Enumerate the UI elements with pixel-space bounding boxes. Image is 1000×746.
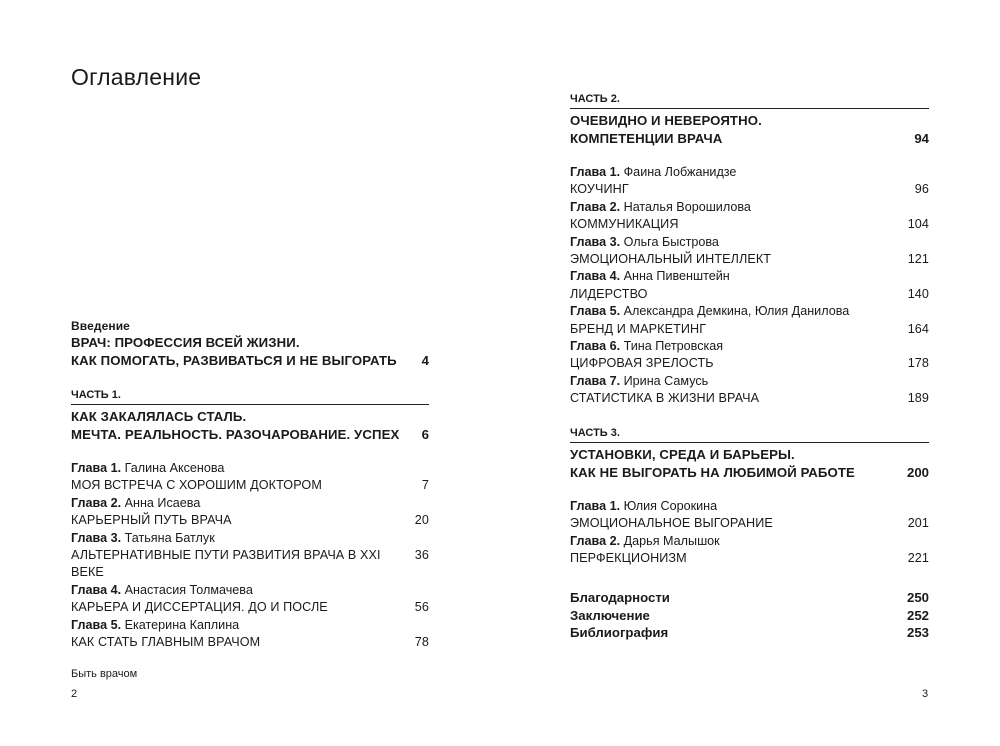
chapter-author-line	[71, 460, 429, 477]
chapter-author: Наталья Ворошилова	[623, 199, 751, 214]
chapter-label: Глава 5.	[71, 617, 122, 632]
chapter-title-row	[71, 477, 429, 494]
chapter-author-line	[71, 582, 429, 599]
chapter-title: КАРЬЕРНЫЙ ПУТЬ ВРАЧА	[71, 513, 232, 528]
chapter-author: Галина Аксенова	[124, 461, 225, 475]
chapter-label: Глава 3.	[71, 530, 122, 545]
end-matter-page-number: 252	[906, 607, 929, 623]
chapter-author: Ольга Быстрова	[623, 234, 719, 249]
chapter-label: Глава 5.	[570, 304, 621, 319]
chapter-author-line	[570, 268, 929, 285]
chapter-title-row	[71, 599, 429, 616]
chapter-author: Дарья Малышок	[623, 533, 720, 548]
chapter-title-row	[570, 515, 929, 532]
chapter-title-row	[570, 216, 929, 233]
part3-title-line1: УСТАНОВКИ, СРЕДА И БАРЬЕРЫ.	[570, 446, 795, 462]
right-column	[570, 93, 929, 642]
chapter-title: КОММУНИКАЦИЯ	[570, 217, 679, 232]
chapter-author-line	[570, 234, 929, 251]
chapter-title-row	[71, 547, 429, 582]
chapter-title: КОУЧИНГ	[570, 182, 629, 197]
chapter-page-number: 221	[907, 550, 929, 565]
chapter-author-line	[570, 498, 929, 515]
part3-chapter-list	[570, 498, 929, 568]
chapter-author-line	[570, 373, 929, 390]
part2-label: ЧАСТЬ 2.	[570, 93, 929, 109]
end-matter-title: Благодарности	[570, 590, 670, 606]
chapter-page-number: 20	[414, 513, 429, 528]
chapter-title: КАРЬЕРА И ДИССЕРТАЦИЯ. ДО И ПОСЛЕ	[71, 600, 328, 615]
page-title: Оглавление	[71, 64, 202, 90]
chapter-author: Фаина Лобжанидзе	[623, 165, 737, 179]
part1-title-row	[71, 426, 429, 444]
part3-label: ЧАСТЬ 3.	[570, 427, 929, 443]
chapter-title: АЛЬТЕРНАТИВНЫЕ ПУТИ РАЗВИТИЯ ВРАЧА В XXI ВЕКЕ	[71, 548, 381, 580]
chapter-author: Александра Демкина, Юлия Данилова	[623, 304, 850, 319]
chapter-title: ПЕРФЕКЦИОНИЗМ	[570, 550, 687, 565]
chapter-label: Глава 1.	[570, 165, 621, 179]
chapter-page-number: 36	[414, 548, 429, 563]
chapter-title: КАК СТАТЬ ГЛАВНЫМ ВРАЧОМ	[71, 635, 261, 650]
chapter-title: ЭМОЦИОНАЛЬНОЕ ВЫГОРАНИЕ	[570, 516, 773, 531]
end-matter-row	[570, 624, 929, 641]
intro-label: Введение	[71, 319, 130, 333]
chapter-page-number: 140	[907, 286, 929, 301]
end-matter-list	[570, 589, 929, 641]
chapter-page-number: 189	[907, 391, 929, 406]
chapter-title-row	[570, 251, 929, 268]
end-matter-page-number: 250	[906, 590, 929, 606]
part1-title-line1: КАК ЗАКАЛЯЛАСЬ СТАЛЬ.	[71, 409, 247, 424]
end-matter-title: Заключение	[570, 607, 650, 623]
chapter-author: Юлия Сорокина	[623, 498, 718, 513]
chapter-title-row	[570, 321, 929, 338]
part2-title-row	[570, 130, 929, 148]
chapter-author-line	[71, 617, 429, 634]
chapter-title: МОЯ ВСТРЕЧА С ХОРОШИМ ДОКТОРОМ	[71, 478, 322, 493]
chapter-title-row	[71, 512, 429, 529]
part3-title-line2: КАК НЕ ВЫГОРАТЬ НА ЛЮБИМОЙ РАБОТЕ	[570, 464, 855, 480]
chapter-author: Ирина Самусь	[623, 373, 709, 388]
chapter-author: Екатерина Каплина	[124, 617, 240, 632]
chapter-label: Глава 3.	[570, 234, 621, 249]
chapter-title-row	[570, 550, 929, 567]
intro-title-row	[71, 352, 429, 370]
part2-chapter-list	[570, 164, 929, 408]
chapter-label: Глава 2.	[71, 495, 122, 510]
chapter-label: Глава 7.	[570, 373, 621, 388]
chapter-author: Анастасия Толмачева	[124, 582, 253, 597]
part3-title-row	[570, 464, 929, 482]
end-matter-row	[570, 589, 929, 606]
part1-title-line2: МЕЧТА. РЕАЛЬНОСТЬ. РАЗОЧАРОВАНИЕ. УСПЕХ	[71, 427, 400, 442]
chapter-page-number: 178	[907, 356, 929, 371]
part1-page-number: 6	[421, 427, 429, 442]
chapter-page-number: 104	[907, 217, 929, 232]
chapter-title-row	[570, 390, 929, 407]
intro-title-line2: КАК ПОМОГАТЬ, РАЗВИВАТЬСЯ И НЕ ВЫГОРАТЬ	[71, 353, 397, 368]
chapter-page-number: 7	[421, 478, 429, 493]
part3-page-number: 200	[906, 464, 929, 480]
end-matter-row	[570, 607, 929, 624]
chapter-title-row	[71, 634, 429, 651]
chapter-author-line	[71, 495, 429, 512]
intro-page-number: 4	[421, 353, 429, 368]
chapter-title: СТАТИСТИКА В ЖИЗНИ ВРАЧА	[570, 391, 760, 406]
part2-title-line1: ОЧЕВИДНО И НЕВЕРОЯТНО.	[570, 113, 762, 128]
chapter-author: Анна Исаева	[124, 495, 201, 510]
chapter-label: Глава 1.	[570, 498, 621, 513]
intro-title-line1: ВРАЧ: ПРОФЕССИЯ ВСЕЙ ЖИЗНИ.	[71, 335, 300, 350]
chapter-title: ЛИДЕРСТВО	[570, 286, 648, 301]
chapter-label: Глава 4.	[71, 582, 122, 597]
chapter-page-number: 164	[907, 321, 929, 336]
chapter-label: Глава 6.	[570, 339, 621, 354]
chapter-label: Глава 2.	[570, 533, 621, 548]
chapter-author-line	[570, 164, 929, 181]
chapter-author: Тина Петровская	[623, 339, 724, 354]
running-footer-book-title: Быть врачом	[71, 668, 138, 680]
chapter-page-number: 78	[414, 635, 429, 650]
chapter-author-line	[570, 199, 929, 216]
chapter-title: ЦИФРОВАЯ ЗРЕЛОСТЬ	[570, 356, 714, 371]
chapter-page-number: 56	[414, 600, 429, 615]
chapter-title-row	[570, 286, 929, 303]
chapter-label: Глава 4.	[570, 269, 621, 284]
chapter-page-number: 96	[914, 182, 929, 197]
chapter-label: Глава 1.	[71, 461, 122, 475]
chapter-title-row	[570, 355, 929, 372]
chapter-author: Татьяна Батлук	[124, 530, 215, 545]
left-page-number: 2	[71, 688, 78, 700]
part2-title-line2: КОМПЕТЕНЦИИ ВРАЧА	[570, 131, 723, 146]
end-matter-page-number: 253	[906, 625, 929, 641]
left-column	[71, 318, 429, 651]
part2-page-number: 94	[914, 131, 929, 146]
chapter-title-row	[570, 181, 929, 198]
chapter-title: БРЕНД И МАРКЕТИНГ	[570, 321, 707, 336]
chapter-author-line	[570, 533, 929, 550]
chapter-author: Анна Пивенштейн	[623, 269, 730, 284]
right-page-number: 3	[922, 688, 929, 700]
chapter-author-line	[570, 303, 929, 320]
chapter-page-number: 201	[907, 516, 929, 531]
part1-label: ЧАСТЬ 1.	[71, 389, 429, 405]
chapter-author-line	[570, 338, 929, 355]
chapter-page-number: 121	[907, 252, 929, 267]
end-matter-title: Библиография	[570, 625, 669, 641]
chapter-label: Глава 2.	[570, 199, 621, 214]
part1-chapter-list	[71, 460, 429, 651]
chapter-title: ЭМОЦИОНАЛЬНЫЙ ИНТЕЛЛЕКТ	[570, 252, 772, 267]
chapter-author-line	[71, 530, 429, 547]
